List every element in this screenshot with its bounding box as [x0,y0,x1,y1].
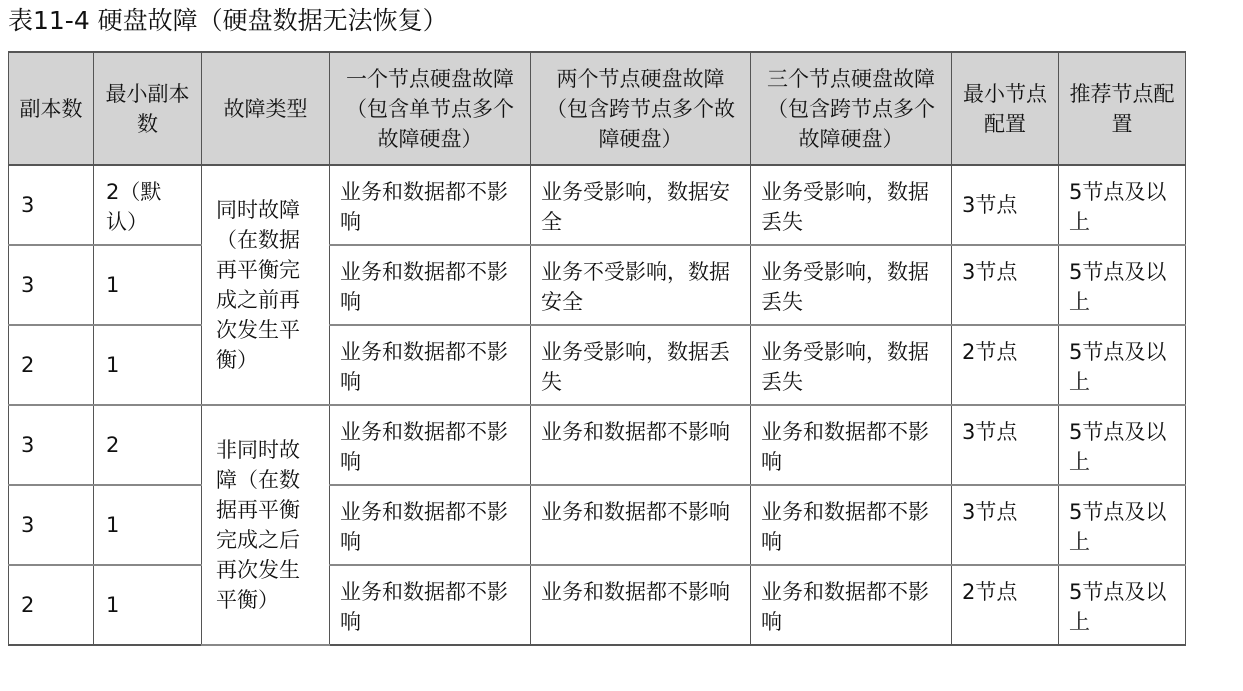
cell-min-replica-count: 2 [94,405,202,485]
cell-replica-count: 3 [9,405,94,485]
cell-two-node-fault: 业务和数据都不影响 [531,565,751,645]
table-row [9,245,1186,325]
cell-replica-count: 3 [9,165,94,245]
table-header-row [9,52,1186,165]
cell-two-node-fault: 业务不受影响，数据安全 [531,245,751,325]
cell-recommended-node-config: 5节点及以上 [1059,245,1186,325]
table-caption: 表11-4 硬盘故障（硬盘数据无法恢复） [8,6,448,35]
header-recommended-node-config: 推荐节点配置 [1059,52,1186,165]
disk-failure-table [8,51,1186,646]
cell-replica-count: 2 [9,325,94,405]
cell-two-node-fault: 业务受影响，数据安全 [531,165,751,245]
cell-min-node-config: 3节点 [952,245,1059,325]
header-replica-count: 副本数 [9,52,94,165]
header-three-node-fault: 三个节点硬盘故障（包含跨节点多个故障硬盘） [751,52,952,165]
cell-one-node-fault: 业务和数据都不影响 [330,485,531,565]
cell-fault-type: 同时故障（在数据再平衡完成之前再次发生平衡） [202,165,330,405]
cell-min-replica-count: 1 [94,485,202,565]
cell-one-node-fault: 业务和数据都不影响 [330,325,531,405]
cell-two-node-fault: 业务和数据都不影响 [531,485,751,565]
header-one-node-fault: 一个节点硬盘故障（包含单节点多个故障硬盘） [330,52,531,165]
cell-three-node-fault: 业务和数据都不影响 [751,405,952,485]
cell-one-node-fault: 业务和数据都不影响 [330,165,531,245]
cell-min-node-config: 3节点 [952,165,1059,245]
cell-replica-count: 3 [9,485,94,565]
cell-one-node-fault: 业务和数据都不影响 [330,405,531,485]
cell-recommended-node-config: 5节点及以上 [1059,325,1186,405]
cell-min-node-config: 3节点 [952,405,1059,485]
table-row [9,325,1186,405]
cell-recommended-node-config: 5节点及以上 [1059,485,1186,565]
header-two-node-fault: 两个节点硬盘故障（包含跨节点多个故障硬盘） [531,52,751,165]
cell-three-node-fault: 业务受影响，数据丢失 [751,245,952,325]
cell-replica-count: 3 [9,245,94,325]
cell-min-replica-count: 1 [94,325,202,405]
cell-min-node-config: 2节点 [952,325,1059,405]
cell-replica-count: 2 [9,565,94,645]
cell-two-node-fault: 业务和数据都不影响 [531,405,751,485]
cell-one-node-fault: 业务和数据都不影响 [330,565,531,645]
header-min-replica-count: 最小副本数 [94,52,202,165]
cell-recommended-node-config: 5节点及以上 [1059,405,1186,485]
cell-min-replica-count: 1 [94,245,202,325]
cell-three-node-fault: 业务受影响，数据丢失 [751,165,952,245]
cell-three-node-fault: 业务和数据都不影响 [751,565,952,645]
table-row [9,485,1186,565]
cell-min-replica-count: 1 [94,565,202,645]
table-row [9,565,1186,645]
cell-min-node-config: 2节点 [952,565,1059,645]
cell-two-node-fault: 业务受影响，数据丢失 [531,325,751,405]
cell-three-node-fault: 业务受影响，数据丢失 [751,325,952,405]
cell-min-node-config: 3节点 [952,485,1059,565]
table-row [9,405,1186,485]
cell-recommended-node-config: 5节点及以上 [1059,165,1186,245]
cell-fault-type: 非同时故障（在数据再平衡完成之后再次发生平衡） [202,405,330,645]
header-fault-type: 故障类型 [202,52,330,165]
cell-three-node-fault: 业务和数据都不影响 [751,485,952,565]
cell-min-replica-count: 2（默认） [94,165,202,245]
cell-one-node-fault: 业务和数据都不影响 [330,245,531,325]
table-row [9,165,1186,245]
header-min-node-config: 最小节点配置 [952,52,1059,165]
cell-recommended-node-config: 5节点及以上 [1059,565,1186,645]
